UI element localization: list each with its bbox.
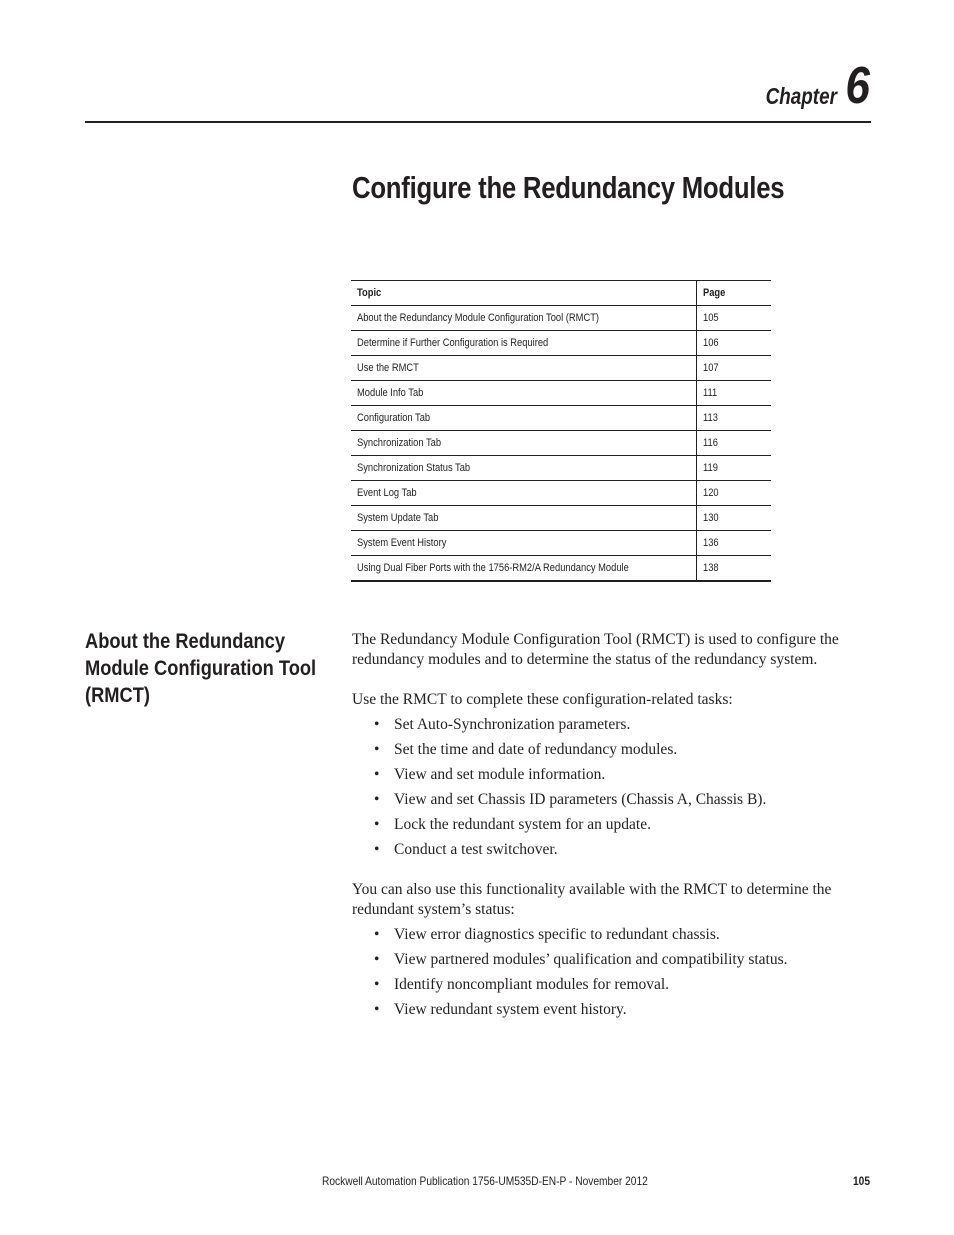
page-cell: 120 [697, 481, 772, 506]
page-cell: 130 [697, 506, 772, 531]
page-cell: 136 [697, 531, 772, 556]
list-item: • View partnered modules’ qualification and compatibility status. [374, 950, 874, 975]
footer-page-number: 105 [852, 1174, 870, 1188]
list-item: • Set Auto-Synchronization parameters. [374, 715, 874, 740]
intro-paragraph: The Redundancy Module Configuration Tool (RMCT) is used to configure the redundancy modules and to determine the status of the redundancy system. [352, 631, 839, 668]
table-row [351, 356, 771, 381]
topic-cell: Use the RMCT [351, 356, 697, 381]
status-intro-paragraph: You can also use this functionality available with the RMCT to determine the redundant system’s status: [352, 881, 832, 918]
table-row [351, 556, 771, 582]
topic-cell: Synchronization Tab [351, 431, 697, 456]
status-list [352, 925, 874, 1025]
chapter-word: Chapter [765, 83, 838, 109]
list-item: • View redundant system event history. [374, 1000, 874, 1025]
tasks-list [352, 715, 874, 865]
page-cell: 105 [697, 306, 772, 331]
topic-cell: Using Dual Fiber Ports with the 1756-RM2/A Redundancy Module [351, 556, 697, 582]
page-cell: 111 [697, 381, 772, 406]
page-cell: 106 [697, 331, 772, 356]
list-item: • Identify noncompliant modules for removal. [374, 975, 874, 1000]
list-item: • Lock the redundant system for an update. [374, 815, 874, 840]
list-item: • View error diagnostics specific to redundant chassis. [374, 925, 874, 950]
topic-cell: Synchronization Status Tab [351, 456, 697, 481]
section-heading-line: (RMCT) [85, 683, 150, 707]
topic-cell: About the Redundancy Module Configuration Tool (RMCT) [351, 306, 697, 331]
page-title: Configure the Redundancy Modules [352, 170, 785, 205]
chapter-label [750, 57, 870, 115]
section-heading [85, 628, 335, 709]
page-cell: 138 [697, 556, 772, 582]
table-row [351, 481, 771, 506]
table-row [351, 406, 771, 431]
table-row [351, 506, 771, 531]
section-body [352, 630, 874, 1025]
table-row [351, 381, 771, 406]
list-item: • View and set Chassis ID parameters (Chassis A, Chassis B). [374, 790, 874, 815]
page-column-header: Page [697, 281, 772, 306]
table-row [351, 431, 771, 456]
topic-column-header: Topic [351, 281, 697, 306]
topic-cell: System Event History [351, 531, 697, 556]
topic-cell: Event Log Tab [351, 481, 697, 506]
page-cell: 119 [697, 456, 772, 481]
section-heading-line: About the Redundancy [85, 629, 286, 653]
list-item: • View and set module information. [374, 765, 874, 790]
table-row [351, 331, 771, 356]
page-cell: 116 [697, 431, 772, 456]
chapter-number: 6 [845, 57, 870, 115]
footer-publication: Rockwell Automation Publication 1756-UM535D-EN-P - November 2012 [322, 1174, 648, 1188]
page-cell: 107 [697, 356, 772, 381]
topic-cell: System Update Tab [351, 506, 697, 531]
table-row [351, 531, 771, 556]
list-item: • Set the time and date of redundancy modules. [374, 740, 874, 765]
chapter-rule [85, 121, 871, 123]
topic-cell: Configuration Tab [351, 406, 697, 431]
topic-table [351, 280, 771, 582]
topic-cell: Determine if Further Configuration is Required [351, 331, 697, 356]
tasks-intro-paragraph: Use the RMCT to complete these configuration-related tasks: [352, 691, 733, 708]
section-heading-line: Module Configuration Tool [85, 656, 317, 680]
topic-cell: Module Info Tab [351, 381, 697, 406]
table-row [351, 306, 771, 331]
table-row [351, 456, 771, 481]
table-header-row [351, 281, 771, 306]
page-cell: 113 [697, 406, 772, 431]
list-item: • Conduct a test switchover. [374, 840, 874, 865]
